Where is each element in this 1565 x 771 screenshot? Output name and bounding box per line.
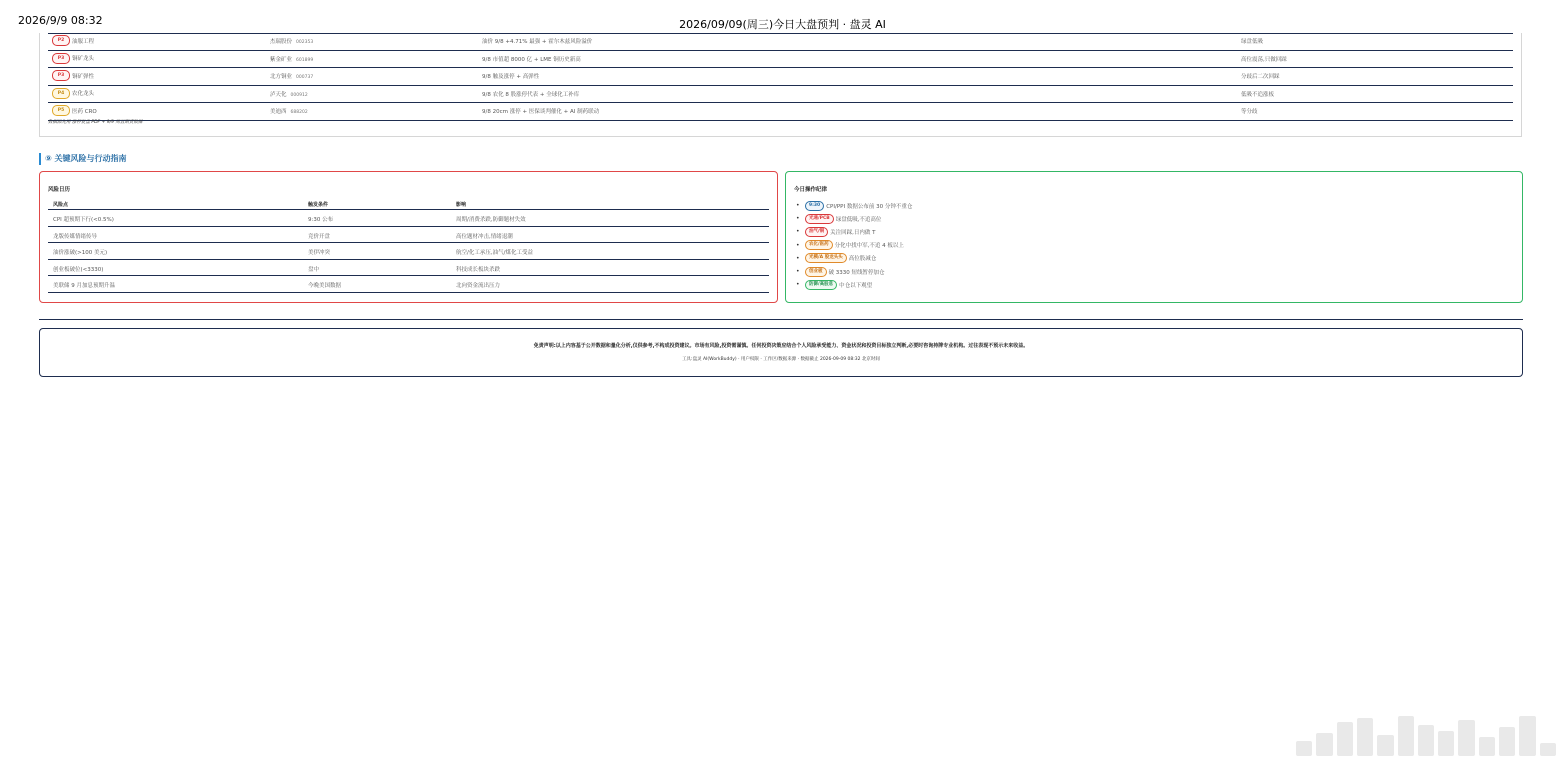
strategy-cell: 分歧后二次回踩 bbox=[1241, 74, 1280, 80]
strategy-cell: 等分歧 bbox=[1241, 109, 1258, 115]
reason-cell: 9/8 20cm 涨停 + 医保谈判催化 + AI 制药联动 bbox=[482, 109, 600, 115]
section-heading: ⑨ 关键风险与行动指南 bbox=[39, 153, 127, 165]
section-divider bbox=[39, 319, 1523, 320]
impact-cell: 航空/化工承压,油气/煤化工受益 bbox=[456, 250, 533, 256]
impact-cell: 科技成长板块杀跌 bbox=[456, 266, 501, 273]
stock-code: 000912 bbox=[290, 92, 308, 98]
discipline-tag: • 光模/A 股龙头头 bbox=[805, 253, 847, 263]
stock-code: 688202 bbox=[290, 110, 308, 115]
theme-cell bbox=[52, 70, 94, 81]
discipline-title: 今日操作纪律 bbox=[794, 187, 828, 193]
stock-name: 泸天化 bbox=[270, 91, 287, 98]
stock-code: 601899 bbox=[296, 57, 314, 63]
discipline-text: 高位股减仓 bbox=[848, 256, 877, 263]
risk-cell: CPI 超预期下行(<0.5%) bbox=[53, 217, 114, 223]
list-item bbox=[805, 278, 912, 291]
table-row bbox=[48, 86, 1513, 104]
data-source-note: 工具:盘灵 AI(WorkBuddy) · 用户权限 · 工作区/数据来源 · 数据截止 2026-09-09 08:32 北京时间 bbox=[682, 357, 880, 362]
watermark-bar bbox=[1296, 741, 1312, 756]
table-row bbox=[48, 51, 1513, 69]
theme-cell bbox=[52, 35, 94, 46]
watermark-bar bbox=[1458, 720, 1474, 756]
stock-cell bbox=[270, 55, 313, 63]
theme-cell bbox=[52, 88, 94, 99]
discipline-tag: • 防御/高股息 bbox=[805, 280, 837, 290]
watermark-bar bbox=[1479, 737, 1495, 756]
table-row bbox=[48, 210, 769, 227]
theme-label: 铜矿龙头 bbox=[72, 56, 95, 62]
risk-table bbox=[48, 198, 769, 293]
watermark-bar bbox=[1540, 743, 1556, 756]
list-item bbox=[805, 225, 912, 238]
stock-cell bbox=[270, 72, 313, 80]
watermark-bar bbox=[1377, 735, 1393, 756]
column-header-risk: 风险点 bbox=[53, 202, 69, 208]
watchlist-rows bbox=[48, 33, 1513, 121]
watermark-bar bbox=[1418, 725, 1434, 757]
reason-cell: 9/8 市值超 8000 亿 + LME 铜历史新高 bbox=[482, 56, 581, 63]
watermark-bar bbox=[1499, 727, 1515, 756]
column-header-trigger: 触发条件 bbox=[308, 202, 329, 208]
trigger-cell: 9:30 公布 bbox=[308, 217, 334, 223]
risk-cell: 创业板破位(<3330) bbox=[53, 266, 104, 273]
discipline-tag: • 创业板 bbox=[805, 267, 827, 277]
table-row bbox=[48, 260, 769, 277]
theme-label: 铜矿弹性 bbox=[72, 73, 95, 80]
column-header-impact: 影响 bbox=[456, 202, 467, 208]
watermark-bar bbox=[1337, 722, 1353, 756]
risk-cell: 龙版传媒情绪传导 bbox=[53, 233, 98, 240]
discipline-text: 分化中找中军,不追 4 板以上 bbox=[834, 243, 904, 250]
discipline-tag: • 9:30 bbox=[805, 201, 824, 211]
table-row bbox=[48, 103, 1513, 121]
trading-discipline-card bbox=[785, 171, 1523, 303]
table-footnote: 数据源先用 涨停复盘 PDF + 9/9 周五期货数据 bbox=[48, 120, 143, 125]
impact-cell: 北向资金流出压力 bbox=[456, 283, 501, 289]
theme-cell bbox=[52, 53, 94, 64]
strategy-cell: 高位震荡,只做回踩 bbox=[1241, 56, 1287, 63]
watermark-bar bbox=[1357, 718, 1373, 756]
priority-badge: P5 bbox=[52, 105, 70, 116]
priority-badge: P3 bbox=[52, 70, 70, 81]
watermark-bar bbox=[1519, 716, 1535, 756]
table-row bbox=[48, 227, 769, 244]
discipline-text: 绿盘低吸,不追高位 bbox=[835, 216, 882, 223]
list-item bbox=[805, 212, 912, 225]
risk-table-header bbox=[48, 198, 769, 210]
watchlist-table-card bbox=[39, 33, 1522, 137]
discipline-text: 中仓以下观望 bbox=[839, 282, 873, 289]
discipline-tag: • 油气/铜 bbox=[805, 227, 828, 237]
impact-cell: 高位题材冲击,情绪退潮 bbox=[456, 233, 513, 240]
discipline-text: CPI/PPI 数据公布前 30 分钟不重仓 bbox=[826, 203, 913, 210]
disclaimer-text: 免责声明:以上内容基于公开数据和量化分析,仅供参考,不构成投资建议。市场有风险,投资需谨慎。任何投资决策应结合个人风险承受能力、资金状况和投资目标独立判断,必要时咨询持牌专业机构。过往表现不预示未来收益。 bbox=[533, 343, 1029, 349]
discipline-list bbox=[805, 199, 912, 291]
theme-label: 医药 CRO bbox=[72, 108, 97, 115]
strategy-cell: 绿盘低吸 bbox=[1241, 39, 1264, 45]
stock-name: 美迪西 bbox=[270, 109, 287, 115]
table-row bbox=[48, 243, 769, 260]
list-item bbox=[805, 199, 912, 212]
stock-code: 002353 bbox=[296, 40, 314, 45]
stock-name: 杰瑞股份 bbox=[270, 39, 293, 45]
stock-cell bbox=[270, 90, 308, 98]
list-item bbox=[805, 265, 912, 278]
page-title: 2026/09/09(周三)今日大盘预判 · 盘灵 AI bbox=[679, 18, 886, 31]
stock-name: 北方铜业 bbox=[270, 74, 293, 80]
stock-cell bbox=[270, 107, 308, 115]
trigger-cell: 盘中 bbox=[308, 266, 320, 273]
stock-cell bbox=[270, 37, 313, 45]
reason-cell: 9/8 触及涨停 + 高弹性 bbox=[482, 74, 540, 80]
list-item bbox=[805, 239, 912, 252]
discipline-tag: • 光通/PCB bbox=[805, 214, 834, 224]
stock-code: 000737 bbox=[296, 75, 314, 80]
stock-name: 紫金矿业 bbox=[270, 56, 293, 63]
table-row bbox=[48, 33, 1513, 51]
table-row bbox=[48, 68, 1513, 86]
discipline-text: 关注回踩,日内做 T bbox=[830, 229, 876, 236]
impact-cell: 周期/消费杀跌,防御题材失效 bbox=[456, 217, 526, 223]
risk-calendar-card bbox=[39, 171, 778, 303]
theme-label: 油服工程 bbox=[72, 38, 95, 45]
disclaimer-box bbox=[39, 328, 1523, 377]
watermark-bar bbox=[1398, 716, 1414, 756]
watermark-logo bbox=[1296, 714, 1556, 756]
priority-badge: P3 bbox=[52, 53, 70, 64]
strategy-cell: 低吸不追涨板 bbox=[1241, 91, 1275, 98]
watermark-bar bbox=[1316, 733, 1332, 756]
discipline-tag: • 农化/医药 bbox=[805, 240, 833, 250]
risk-cell: 美联储 9 月加息预期升温 bbox=[53, 283, 115, 289]
risk-calendar-title: 风险日历 bbox=[48, 187, 71, 193]
trigger-cell: 竞价开盘 bbox=[308, 233, 331, 240]
risk-cell: 油价涨破(>100 美元) bbox=[53, 250, 108, 256]
discipline-text: 破 3330 短线暂停加仓 bbox=[828, 269, 885, 276]
theme-cell bbox=[52, 105, 97, 116]
priority-badge: P4 bbox=[52, 88, 70, 99]
trigger-cell: 美伊冲突 bbox=[308, 250, 331, 256]
list-item bbox=[805, 252, 912, 265]
table-row bbox=[48, 276, 769, 293]
trigger-cell: 今晚美国数据 bbox=[308, 283, 342, 289]
theme-label: 农化龙头 bbox=[72, 91, 95, 97]
priority-badge: P2 bbox=[52, 35, 70, 46]
reason-cell: 9/8 农化 8 股涨停代表 + 全球化工补库 bbox=[482, 91, 580, 98]
watermark-bar bbox=[1438, 731, 1454, 756]
print-datetime: 2026/9/9 08:32 bbox=[18, 14, 103, 27]
reason-cell: 油价 9/8 +4.71% 最强 + 霍尔木兹风险溢价 bbox=[482, 39, 593, 45]
